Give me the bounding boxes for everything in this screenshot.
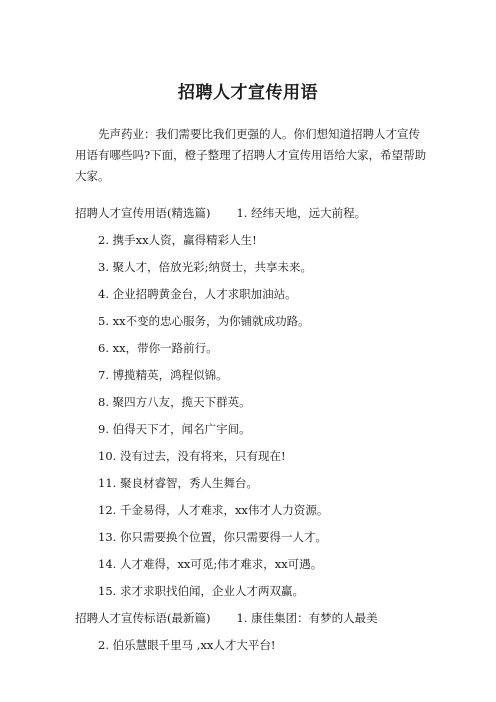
list-item: 1. 康佳集团：有梦的人最美 xyxy=(236,611,378,625)
list-item: 3. 聚人才，倍放光彩;纳贤士，共享未来。 xyxy=(98,260,313,274)
list-item: 2. 伯乐慧眼千里马 ,xx人才大平台! xyxy=(98,638,276,652)
list-item: 1. 经纬天地，远大前程。 xyxy=(236,206,367,220)
section-heading-line xyxy=(75,205,366,221)
list-item: 14. 人才难得，xx可觅;伟才难求，xx可遇。 xyxy=(98,557,323,571)
list-item: 7. 博揽精英，鸿程似锦。 xyxy=(98,368,228,382)
page-title: 招聘人才宣传用语 xyxy=(178,83,318,103)
list-item: 8. 聚四方八友，揽天下群英。 xyxy=(98,395,251,409)
list-item: 9. 伯得天下才，闻名广宇间。 xyxy=(98,422,251,436)
section-heading: 招聘人才宣传标语(最新篇) xyxy=(75,611,211,625)
list-item: 12. 千金易得，人才难求，xx伟才人力资源。 xyxy=(98,503,329,517)
list-item: 11. 聚良材睿智，秀人生舞台。 xyxy=(98,476,258,490)
list-item: 5. xx不变的忠心服务，为你铺就成功路。 xyxy=(98,314,310,328)
list-item: 10. 没有过去，没有将来，只有现在! xyxy=(98,449,286,463)
list-item: 2. 携手xx人资，赢得精彩人生! xyxy=(98,233,257,247)
list-item: 6. xx，带你一路前行。 xyxy=(98,341,218,355)
intro-paragraph: 先声药业：我们需要比我们更强的人。你们想知道招聘人才宣传用语有哪些吗?下面，橙子整理了招聘人才宣传用语给大家，希望帮助大家。 xyxy=(75,127,427,183)
list-item: 15. 求才求职找伯闻，企业人才两双赢。 xyxy=(98,584,304,598)
list-item: 13. 你只需要换个位置，你只需要得一人才。 xyxy=(98,530,327,544)
list-item: 4. 企业招聘黄金台，人才求职加油站。 xyxy=(98,287,297,301)
section-heading-line xyxy=(75,610,378,626)
section-heading: 招聘人才宣传用语(精选篇) xyxy=(75,206,211,220)
